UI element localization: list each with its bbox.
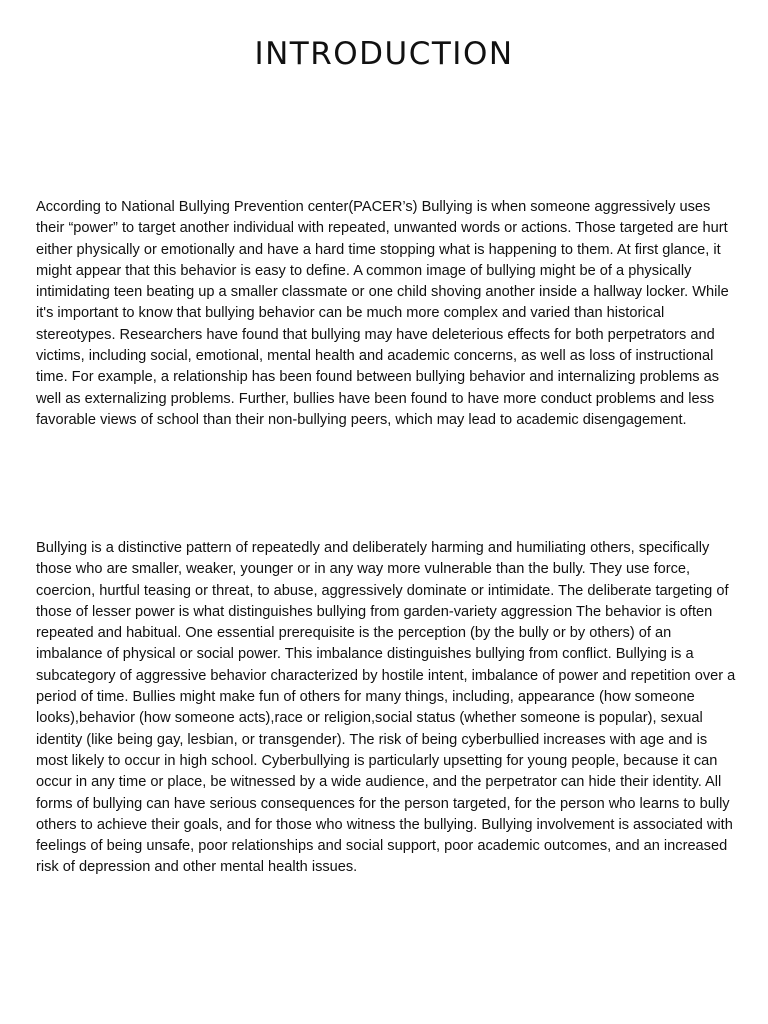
page-title: INTRODUCTION: [254, 36, 514, 72]
paragraph-1: According to National Bullying Prevention center(PACER’s) Bullying is when someone aggressively uses their “power” to target another individual with repeated, unwanted words or actions. Those targeted are hurt either physically or emotionally and have a hard time stopping what is happening to them. At first glance, it might appear that this behavior is easy to define. A common image of bullying might be of a physically intimidating teen beating up a smaller classmate or one child shoving another inside a hallway locker. While it's important to know that bullying behavior can be much more complex and varied than historical stereotypes. Researchers have found that bullying may have deleterious effects for both perpetrators and victims, including social, emotional, mental health and academic concerns, as well as loss of instructional time. For example, a relationship has been found between bullying behavior and internalizing problems as well as externalizing problems. Further, bullies have been found to have more conduct problems and less favorable views of school than their non-bullying peers, which may lead to academic disengagement.: [36, 199, 729, 428]
paragraph-2: Bullying is a distinctive pattern of repeatedly and deliberately harming and humiliating others, specifically those who are smaller, weaker, younger or in any way more vulnerable than the bully. They use force, coercion, hurtful teasing or threat, to abuse, aggressively dominate or intimidate. The deliberate targeting of those of lesser power is what distinguishes bullying from garden-variety aggression The behavior is often repeated and habitual. One essential prerequisite is the perception (by the bully or by others) of an imbalance of physical or social power. This imbalance distinguishes bullying from conflict. Bullying is a subcategory of aggressive behavior characterized by hostile intent, imbalance of power and repetition over a period of time. Bullies might make fun of others for many things, including, appearance (how someone looks),behavior (how someone acts),race or religion,social status (whether someone is popular), sexual identity (like being gay, lesbian, or transgender). The risk of being cyberbullied increases with age and is most likely to occur in high school. Cyberbullying is particularly upsetting for young people, because it can occur in any time or place, be witnessed by a wide audience, and the perpetrator can hide their identity. All forms of bullying can have serious consequences for the person targeted, for the person who learns to bully others to achieve their goals, and for those who witness the bullying. Bullying involvement is associated with feelings of being unsafe, poor relationships and social support, poor academic outcomes, and an increased risk of depression and other mental health issues.: [36, 540, 736, 876]
